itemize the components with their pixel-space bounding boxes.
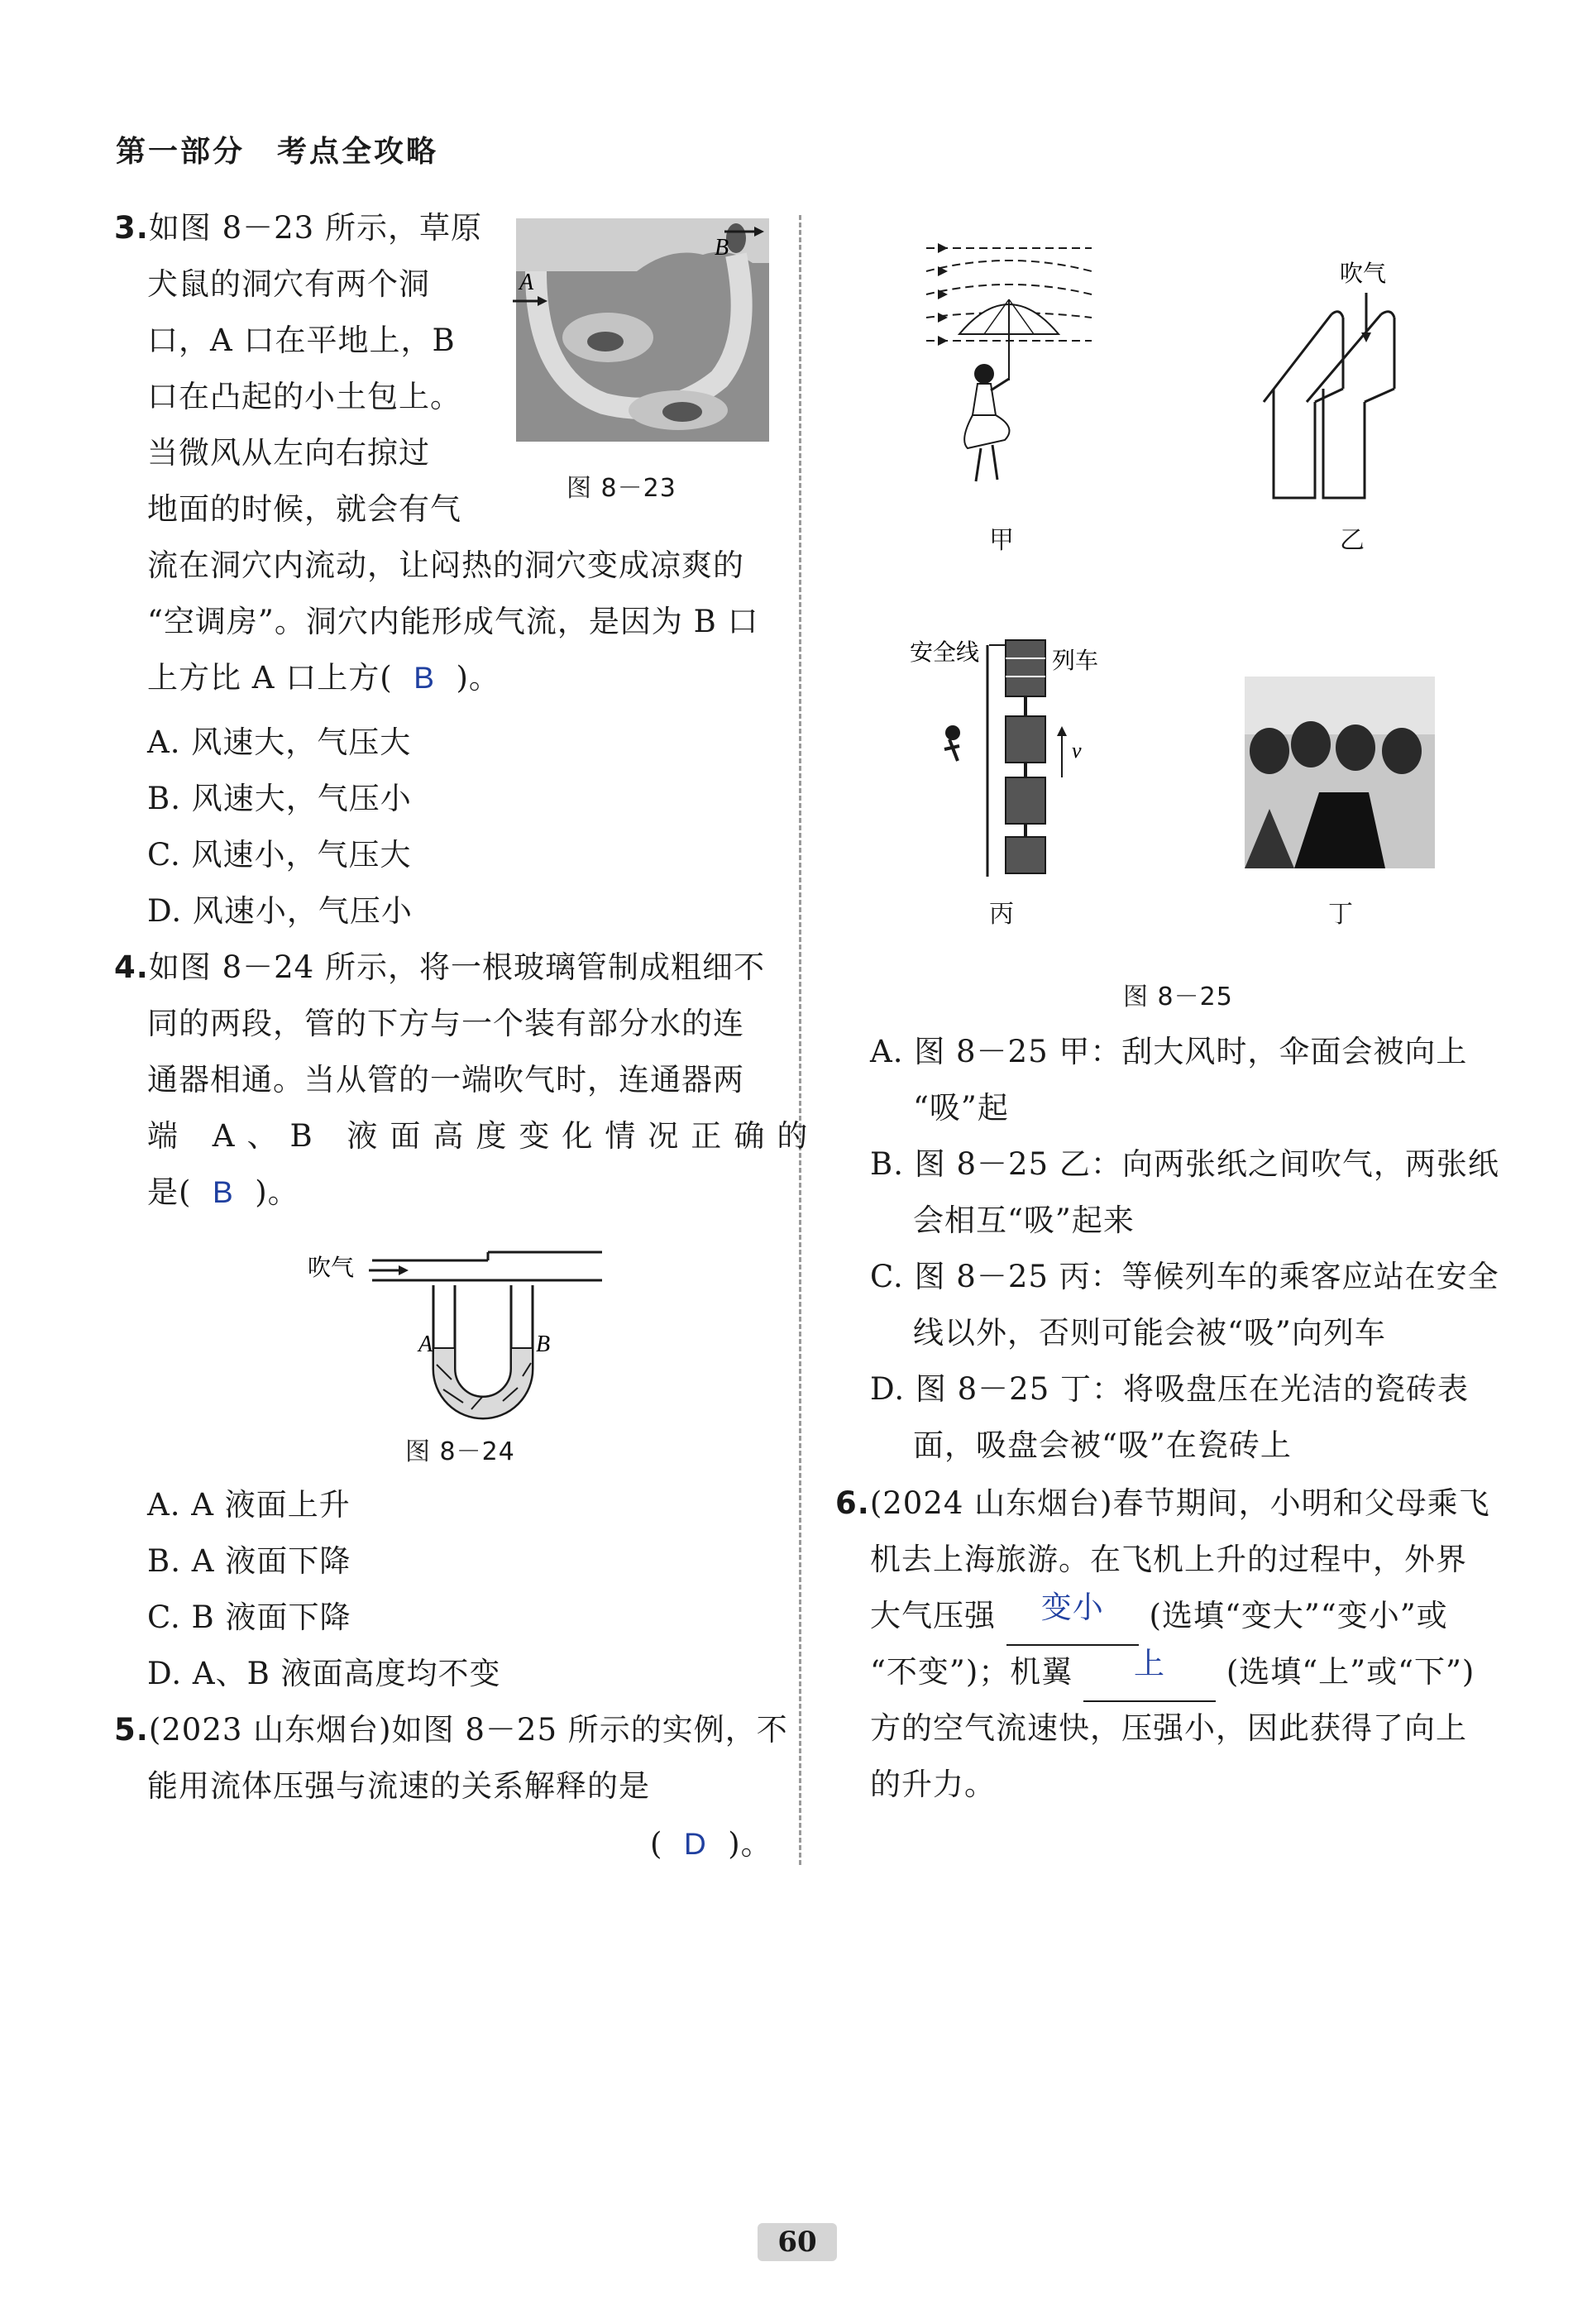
fig24-label-b: B	[536, 1332, 551, 1357]
fig25-train-label: 列车	[1052, 647, 1099, 674]
q4-option-d: D. A、B 液面高度均不变	[147, 1656, 501, 1691]
fig25-v-label: v	[1072, 739, 1082, 763]
fig25-caption: 图 8－25	[1123, 983, 1233, 1011]
figure-8-24	[306, 1241, 604, 1406]
fig25-blow-label: 吹气	[1340, 260, 1387, 287]
q4-line-4: 端 A、B 液面高度变化情况正确的	[147, 1118, 820, 1154]
q5-option-c-1: C. 图 8－25 丙：等候列车的乘客应站在安全	[870, 1259, 1499, 1294]
q5-option-b-2: 会相互“吸”起来	[913, 1203, 1135, 1238]
q5-line-2: 能用流体压强与流速的关系解释的是	[147, 1768, 650, 1804]
q6-line-6: 的升力。	[870, 1767, 996, 1802]
q3-option-a: A. 风速大，气压大	[147, 724, 412, 760]
q3-line-7: 流在洞穴内流动，让闷热的洞穴变成凉爽的	[147, 548, 744, 583]
fig24-blow-arrowhead	[399, 1265, 409, 1275]
prairie-dog-1	[587, 332, 624, 351]
q6-line-3: 大气压强 变小 (选填“变大”“变小”或	[870, 1588, 1448, 1646]
q6-line-1: 6.(2024 山东烟台)春节期间，小明和父母乘飞	[835, 1485, 1490, 1521]
q5-number: 5.	[114, 1712, 149, 1748]
u-tube-inner	[455, 1285, 511, 1397]
q3-option-d: D. 风速小，气压小	[147, 893, 413, 929]
q3-line-8: “空调房”。洞穴内能形成气流，是因为 B 口	[147, 604, 759, 639]
figure-8-25-jia	[926, 241, 1092, 506]
q6-line-2: 机去上海旅游。在飞机上升的过程中，外界	[870, 1542, 1467, 1577]
q3-line-2: 犬鼠的洞穴有两个洞	[147, 266, 430, 302]
q5-option-c-2: 线以外，否则可能会被“吸”向列车	[913, 1315, 1386, 1351]
paper-2	[1323, 389, 1365, 498]
fig25-label-bing: 丙	[989, 900, 1014, 929]
q3-line-6: 地面的时候，就会有气	[147, 491, 461, 527]
passenger	[945, 725, 960, 740]
q3-answer: B	[414, 661, 435, 695]
q5-option-d-2: 面，吸盘会被“吸”在瓷砖上	[913, 1427, 1292, 1463]
q6-answer-1: 变小	[1040, 1590, 1104, 1624]
paper-1-top	[1264, 312, 1343, 402]
water	[433, 1348, 533, 1418]
q4-option-b: B. A 液面下降	[147, 1543, 351, 1579]
q6-number: 6.	[835, 1485, 870, 1521]
q5-line-1: 5.(2023 山东烟台)如图 8－25 所示的实例，不	[114, 1712, 788, 1748]
q3-line-4: 口在凸起的小土包上。	[147, 379, 461, 414]
figure-8-25-yi	[1257, 256, 1439, 504]
girl-skirt	[964, 415, 1009, 448]
figure-8-23	[513, 213, 773, 445]
q3-option-b: B. 风速大，气压小	[147, 781, 412, 816]
q3-line-5: 当微风从左向右掠过	[147, 435, 430, 471]
figure-8-25-ding	[1245, 677, 1435, 868]
q4-line-2: 同的两段，管的下方与一个装有部分水的连	[147, 1006, 744, 1041]
q4-option-a: A. A 液面上升	[147, 1487, 351, 1523]
q3-line-1: 3.如图 8－23 所示，草原	[114, 210, 482, 246]
fig23-label-b: B	[715, 235, 729, 261]
train	[1006, 640, 1045, 873]
q4-line-5: 是( B )。	[147, 1174, 299, 1210]
q3-line-9: 上方比 A 口上方( B )。	[147, 660, 500, 696]
q3-number: 3.	[114, 210, 149, 246]
q5-answer-line: ( D )。	[650, 1826, 772, 1862]
column-divider	[799, 215, 801, 1865]
fig24-label-a: A	[418, 1332, 433, 1357]
section-header: 第一部分 考点全攻略	[116, 135, 439, 169]
q5-option-a-2: “吸”起	[913, 1090, 1009, 1126]
q5-option-b-1: B. 图 8－25 乙：向两张纸之间吹气，两张纸	[870, 1146, 1499, 1182]
q4-line-1: 4.如图 8－24 所示，将一根玻璃管制成粗细不	[114, 949, 765, 985]
q4-number: 4.	[114, 949, 149, 985]
q3-line-3: 口，A 口在平地上，B	[147, 323, 456, 358]
wind-arrows	[938, 243, 948, 346]
q3-option-c: C. 风速小，气压大	[147, 837, 412, 873]
fig24-caption: 图 8－24	[405, 1437, 515, 1466]
girl-head	[974, 364, 994, 384]
prairie-dog-3	[726, 223, 746, 253]
q6-line-4: “不变”)；机翼 上 (选填“上”或“下”)	[870, 1644, 1475, 1702]
fig25-label-jia: 甲	[989, 526, 1014, 555]
fig23-label-a: A	[519, 270, 534, 295]
fig25-label-ding: 丁	[1328, 900, 1353, 929]
q6-blank-1	[1006, 1588, 1139, 1646]
q4-answer: B	[212, 1175, 234, 1209]
q5-option-a-1: A. 图 8－25 甲：刮大风时，伞面会被向上	[870, 1034, 1468, 1069]
fig23-caption: 图 8－23	[567, 474, 676, 503]
paper-2-top	[1307, 312, 1394, 402]
fig25-label-yi: 乙	[1340, 526, 1365, 555]
fig25-safety-label: 安全线	[910, 638, 980, 666]
q6-answer-2: 上	[1134, 1647, 1166, 1681]
q5-option-d-1: D. 图 8－25 丁：将吸盘压在光洁的瓷砖表	[870, 1371, 1470, 1407]
prairie-dog-2	[662, 402, 702, 422]
q6-blank-2	[1083, 1644, 1216, 1702]
paper-1	[1274, 389, 1315, 498]
q4-line-3: 通器相通。当从管的一端吹气时，连通器两	[147, 1062, 744, 1097]
q5-answer: D	[683, 1827, 707, 1861]
q4-option-c: C. B 液面下降	[147, 1600, 351, 1635]
page-number: 60	[758, 2223, 837, 2261]
fig24-blow-label: 吹气	[308, 1254, 355, 1281]
q6-line-5: 方的空气流速快，压强小，因此获得了向上	[870, 1710, 1467, 1746]
figure-8-25-bing	[910, 629, 1125, 877]
